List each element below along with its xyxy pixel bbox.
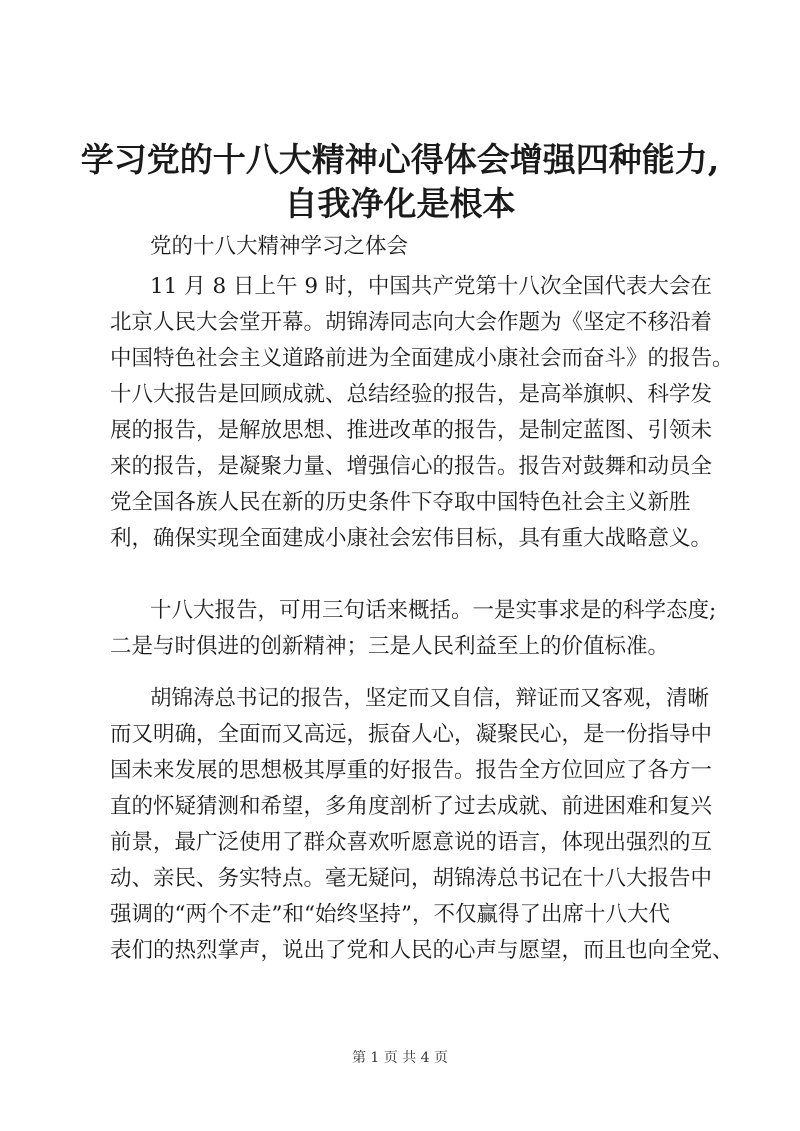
page-footer: 第 1 页 共 4 页 bbox=[351, 1050, 449, 1066]
body-line-12: 而又明确，全面而又高远，振奋人心，凝聚民心，是一份指导中 bbox=[110, 722, 713, 747]
body-line-6: 来的报告，是凝聚力量、增强信心的报告。报告对鼓舞和动员全 bbox=[110, 454, 713, 479]
body-line-1: 11 月 8 日上午 9 时，中国共产党第十八次全国代表大会在 bbox=[150, 274, 712, 299]
body-line-13: 国未来发展的思想极其厚重的好报告。报告全方位回应了各方一 bbox=[110, 758, 713, 783]
body-line-4: 十八大报告是回顾成就、总结经验的报告，是高举旗帜、科学发 bbox=[110, 382, 713, 407]
document-title-line-2: 自我净化是根本 bbox=[284, 184, 516, 223]
body-line-18: 表们的热烈掌声，说出了党和人民的心声与愿望，而且也向全党、 bbox=[110, 938, 734, 963]
body-line-14: 直的怀疑猜测和希望，多角度剖析了过去成就、前进困难和复兴 bbox=[110, 794, 713, 819]
body-line-10: 二是与时俱进的创新精神；三是人民利益至上的价值标准。 bbox=[110, 634, 670, 659]
body-line-16: 动、亲民、务实特点。毫无疑问，胡锦涛总书记在十八大报告中 bbox=[110, 866, 713, 891]
body-line-9: 十八大报告，可用三句话来概括。一是实事求是的科学态度; bbox=[150, 598, 717, 623]
body-line-15: 前景，最广泛使用了群众喜欢听愿意说的语言，体现出强烈的互 bbox=[110, 830, 713, 855]
document-subtitle: 党的十八大精神学习之体会 bbox=[150, 234, 409, 259]
body-line-11: 胡锦涛总书记的报告，坚定而又自信，辩证而又客观，清晰 bbox=[150, 686, 710, 711]
body-line-3: 中国特色社会主义道路前进为全面建成小康社会而奋斗》的报告。 bbox=[110, 346, 734, 371]
body-line-5: 展的报告，是解放思想、推进改革的报告，是制定蓝图、引领未 bbox=[110, 418, 713, 443]
body-line-7: 党全国各族人民在新的历史条件下夺取中国特色社会主义新胜 bbox=[110, 490, 691, 515]
body-line-17: 强调的“两个不走”和“始终坚持”，不仅赢得了出席十八大代 bbox=[110, 902, 670, 927]
document-title-line-1: 学习党的十八大精神心得体会增强四种能力, bbox=[80, 140, 720, 179]
body-line-2: 北京人民大会堂开幕。胡锦涛同志向大会作题为《坚定不移沿着 bbox=[110, 310, 713, 335]
body-line-8: 利，确保实现全面建成小康社会宏伟目标，具有重大战略意义。 bbox=[110, 526, 713, 551]
